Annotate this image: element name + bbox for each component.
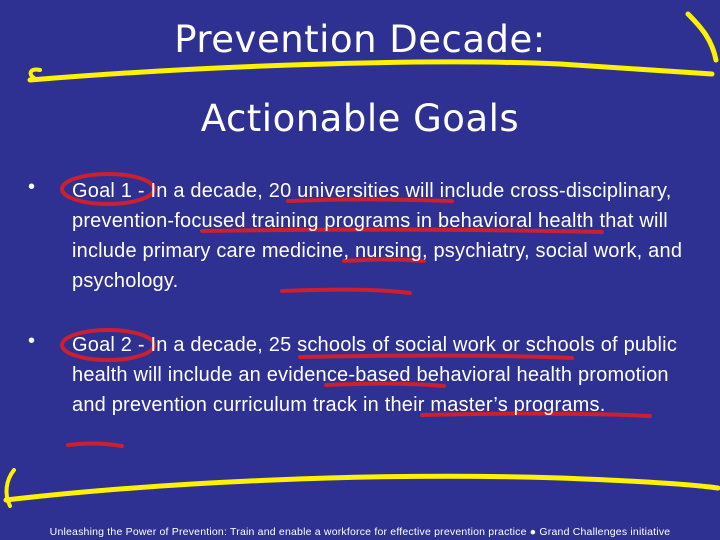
bullet-marker: • (28, 330, 36, 352)
slide-footer: Unleashing the Power of Prevention: Train and enable a workforce for effective prevention practice ● Grand Challenges initiative (49, 526, 671, 538)
slide-title-line1: Prevention Decade: (174, 18, 546, 61)
slide-title-line2: Actionable Goals (200, 97, 520, 140)
red-underline (68, 444, 122, 446)
bullet-marker: • (28, 176, 36, 198)
yellow-swoosh-bottom (6, 476, 718, 500)
bullet-text: Goal 1 - In a decade, 20 universities will include cross-disciplinary, prevention-focused training programs in behavioral health that will include primary care medicine, nursing, psychiatry, social work, and psychology. (72, 180, 683, 292)
bullet-text: Goal 2 - In a decade, 25 schools of social work or schools of public health will include an evidence-based behavioral health promotion and prevention curriculum track in their master’s programs. (72, 334, 678, 416)
yellow-swoosh-top (30, 62, 712, 80)
yellow-swoosh-top-left-hook (31, 70, 40, 78)
